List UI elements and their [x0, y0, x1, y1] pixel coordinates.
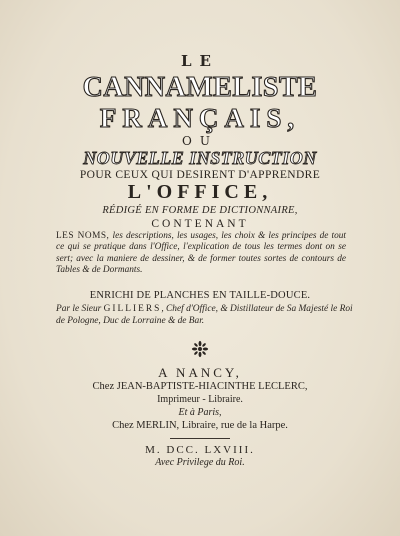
imprint-paris: Et à Paris,: [178, 407, 222, 418]
subtitle-office: L'OFFICE,: [127, 181, 273, 203]
enrichi-line: ENRICHI DE PLANCHES EN TAILLE-DOUCE.: [89, 290, 311, 301]
imprint-date: M. DCC. LXVIII.: [145, 444, 255, 456]
title-francais: FRANÇAIS,: [99, 103, 301, 133]
imprint-privilege: Avec Privilege du Roi.: [155, 457, 245, 468]
para-text: les descriptions, les usages, les choix & les principes de tout ce qui se pratique dans l'Office, l'explication de tous les termes dont on se sert; avec la maniere de dessiner, & de former toutes sortes de contours de Tables & de Dormants.: [56, 231, 346, 275]
title-article: LE: [181, 52, 219, 70]
para-lead: LES NOMS,: [56, 231, 110, 241]
author-prefix: Par le Sieur: [56, 304, 104, 314]
subtitle-nouvelle: NOUVELLE INSTRUCTION: [83, 148, 317, 168]
imprint-role: Imprimeur - Libraire.: [157, 394, 243, 405]
contenant-label: CONTENANT: [151, 218, 249, 230]
title-main: CANNAMELISTE: [82, 72, 318, 103]
title-ou: OU: [182, 134, 218, 148]
author-line: [56, 304, 356, 327]
author-suffix: , Chef d'Office, & Distillateur de Sa Majesté le Roi de Pologne, Duc de Lorraine & de Bar.: [56, 304, 353, 326]
divider-rule: [170, 438, 230, 439]
imprint-bookseller: Chez MERLIN, Libraire, rue de la Harpe.: [112, 420, 288, 431]
imprint-city: A NANCY,: [158, 365, 242, 380]
subtitle-pour: POUR CEUX QUI DESIRENT D'APPRENDRE: [79, 169, 321, 181]
author-name: GILLIERS: [103, 304, 162, 314]
subtitle-redige: RÉDIGÉ EN FORME DE DICTIONNAIRE,: [102, 205, 298, 216]
description-paragraph: [56, 231, 346, 276]
fleuron-ornament-icon: [191, 340, 209, 358]
imprint-printer: Chez JEAN-BAPTISTE-HIACINTHE LECLERC,: [92, 381, 308, 392]
